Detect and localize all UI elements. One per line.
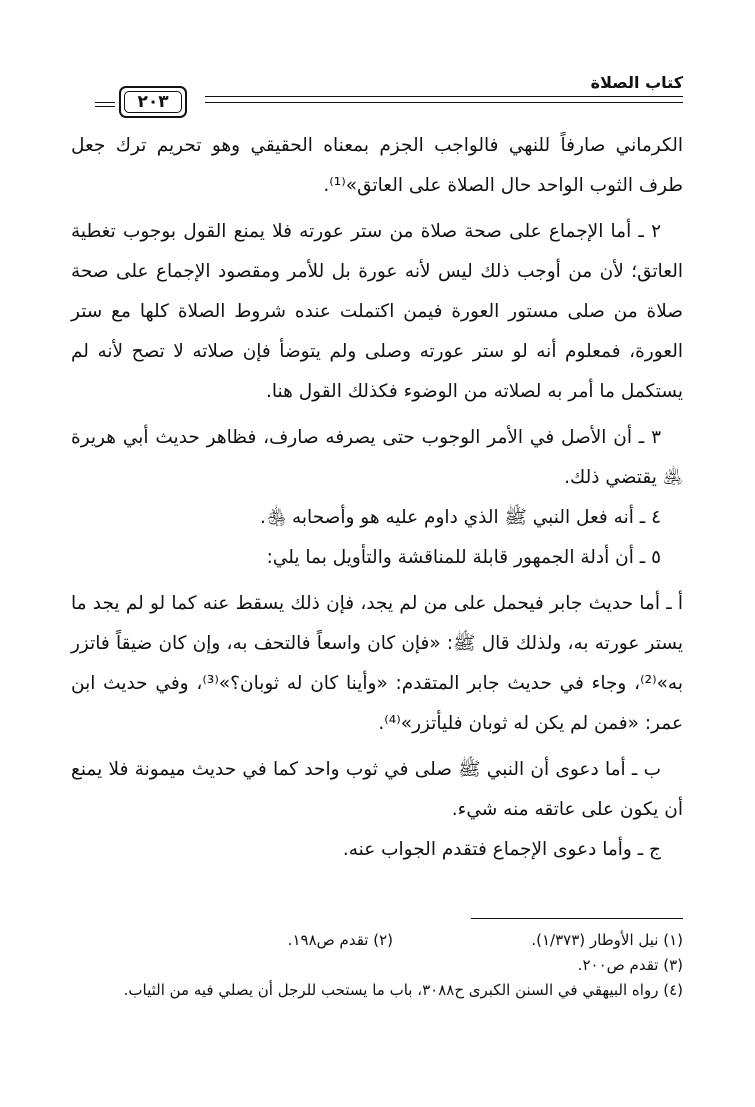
header-rule: [205, 102, 683, 103]
running-title: كتاب الصلاة: [590, 73, 683, 92]
header-rule: [205, 96, 683, 97]
footnote: (٤) رواه البيهقي في السنن الكبرى ح٣٠٨٨، باب ما يستحب للرجل أن يصلي فيه من الثياب.: [123, 981, 683, 999]
paragraph: أ ـ أما حديث جابر فيحمل على من لم يجد، فإن ذلك يسقط عنه كما لو لم يجد ما يستر عورته به، ولذلك قال ﷺ: «فإن كان واسعاً فالتحف به، وإن كان ضيقاً فاتزر به»⁽²⁾، وجاء في حديث جابر المتقدم: «وأينا كان له ثوبان؟»⁽³⁾، وفي حديث ابن عمر: «فمن لم يكن له ثوبان فليأتزر»⁽⁴⁾.: [71, 593, 683, 734]
footnote-rule: [471, 918, 683, 919]
body-text: [71, 126, 683, 870]
header-rule-end: [95, 106, 115, 107]
footnote-row: [71, 928, 683, 953]
page-number: ٢٠٣: [137, 92, 169, 112]
footnotes: [71, 928, 683, 1003]
page-number-box: [119, 86, 187, 118]
paragraph: ج ـ وأما دعوى الإجماع فتقدم الجواب عنه.: [342, 839, 661, 860]
paragraph: ٤ ـ أنه فعل النبي ﷺ الذي داوم عليه هو وأصحابه ﵃.: [259, 507, 661, 528]
paragraph: ب ـ أما دعوى أن النبي ﷺ صلى في ثوب واحد كما في حديث ميمونة فلا يمنع أن يكون على عاتقه منه شيء.: [71, 759, 683, 820]
footnote: (١) نيل الأوطار (١/٣٧٣).: [531, 931, 683, 949]
footnote: (٣) تقدم ص٢٠٠.: [577, 956, 683, 974]
header-rule-end: [95, 102, 115, 103]
paragraph: ٣ ـ أن الأصل في الأمر الوجوب حتى يصرفه صارف، فظاهر حديث أبي هريرة ﵁ يقتضي ذلك.: [71, 427, 683, 488]
footnote: (٢) تقدم ص١٩٨.: [287, 931, 393, 949]
paragraph: ٢ ـ أما الإجماع على صحة صلاة من ستر عورته فلا يمنع القول بوجوب تغطية العاتق؛ لأن من أوجب ذلك ليس لأنه عورة بل للأمر ومقصود الإجماع على صحة صلاة من صلى مستور العورة فيمن اكتملت عنده شروط الصلاة كلها مع ستر العورة، فمعلوم أنه لو ستر عورته وصلى ولم يتوضأ فإن صلاته لا تصح لأنه لم يستكمل ما أمر به لصلاته من الوضوء فكذلك القول هنا.: [71, 221, 683, 402]
paragraph: الكرماني صارفاً للنهي فالواجب الجزم بمعناه الحقيقي وهو تحريم ترك جعل طرف الثوب الواحد حال الصلاة على العاتق»⁽¹⁾.: [71, 135, 683, 196]
paragraph: ٥ ـ أن أدلة الجمهور قابلة للمناقشة والتأويل بما يلي:: [266, 547, 661, 568]
